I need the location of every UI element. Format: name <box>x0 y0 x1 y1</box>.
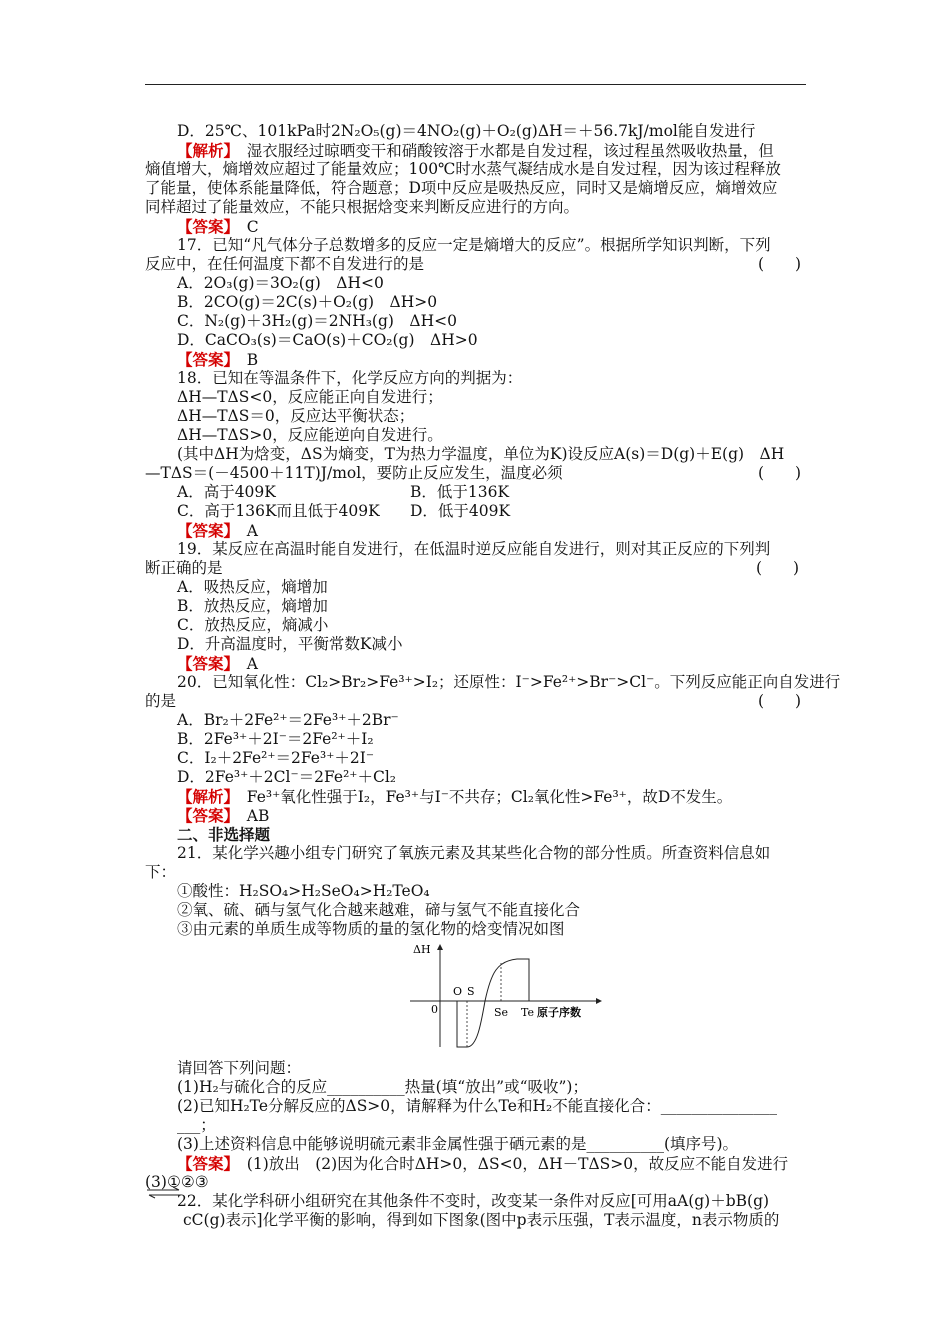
question-22: 22．某化学科研小组研究在其他条件不变时，改变某一条件对反应[可用aA(g)＋bB(g) <box>177 1192 770 1210</box>
question-19: 19．某反应在高温时能自发进行，在低温时逆反应能自发进行，则对其正反应的下列判 <box>177 540 771 558</box>
label-o: O <box>453 985 463 998</box>
options-cd <box>145 502 806 521</box>
subquestion-1: (1)H₂与硫化合的反应__________热量(填“放出”或“吸收”)； <box>177 1078 588 1096</box>
answer-text: B <box>246 351 259 369</box>
option-d: D．低于409K <box>410 502 511 520</box>
info-2: ②氧、硫、硒与氢气化合越来越难，碲与氢气不能直接化合 <box>177 901 581 919</box>
option-b: B．2Fe³⁺＋2I⁻＝2Fe²⁺＋I₂ <box>177 730 374 748</box>
option-b: B．放热反应，熵增加 <box>177 597 328 615</box>
question-20-cont <box>145 692 806 711</box>
enthalpy-curve <box>457 959 529 1047</box>
answer-21-cont: (3)①②③ <box>145 1173 209 1191</box>
answer-17 <box>145 350 806 369</box>
answer-paren: ( ) <box>758 464 802 482</box>
info-3: ③由元素的单质生成等物质的量的氢化物的焓变情况如图 <box>177 920 565 938</box>
analysis-tag: 【解析】 <box>177 787 232 806</box>
question-text: 反应中，在任何温度下都不自发进行的是 <box>145 255 425 273</box>
answer-paren: ( ) <box>758 255 802 273</box>
option-a: A．高于409K <box>177 483 276 501</box>
option-c: C．N₂(g)＋3H₂(g)＝2NH₃(g) ΔH<0 <box>177 312 457 330</box>
answer-text: AB <box>246 807 270 825</box>
answer-text: C <box>246 218 259 236</box>
enthalpy-figure <box>145 939 806 1059</box>
question-18: 18．已知在等温条件下，化学反应方向的判据为： <box>177 369 523 387</box>
question-17-cont <box>145 255 806 274</box>
answer-tag: 【答案】 <box>177 806 232 825</box>
subquestion-2: (2)已知H₂Te分解反应的ΔS>0，请解释为什么Te和H₂不能直接化合：_______________ <box>177 1097 777 1115</box>
option-d-16: D．25℃、101kPa时2N₂O₅(g)＝4NO₂(g)＋O₂(g)ΔH＝＋56.7kJ/mol能自发进行 <box>177 122 756 140</box>
analysis-line: 熵值增大，熵增效应超过了能量效应；100℃时水蒸气凝结成水是自发过程，因为该过程释放 <box>145 160 781 178</box>
analysis-20 <box>145 787 806 806</box>
answer-20 <box>145 806 806 825</box>
header-rule <box>145 84 806 85</box>
analysis-text: 湿衣服经过晾晒变干和硝酸铵溶于水都是自发过程，该过程虽然吸收热量，但 <box>246 142 774 160</box>
subquestion-3: (3)上述资料信息中能够说明硫元素非金属性强于硒元素的是__________(填序号)。 <box>177 1135 739 1153</box>
criterion-2: ΔH—TΔS＝0，反应达平衡状态； <box>177 407 415 425</box>
option-b: B．2CO(g)＝2C(s)＋O₂(g) ΔH>0 <box>177 293 438 311</box>
option-c: C．I₂＋2Fe²⁺＝2Fe³⁺＋2I⁻ <box>177 749 375 767</box>
info-1: ①酸性：H₂SO₄>H₂SeO₄>H₂TeO₄ <box>177 882 430 900</box>
answer-paren: ( ) <box>756 559 800 577</box>
y-axis-label: ΔH <box>413 943 431 956</box>
subquestion-2-cont: ___； <box>177 1116 216 1134</box>
question-21-cont: 下： <box>145 863 177 881</box>
enthalpy-graph <box>405 939 605 1057</box>
answer-16 <box>145 217 806 236</box>
document-body <box>145 122 841 1230</box>
option-d: D．升高温度时，平衡常数K减小 <box>177 635 403 653</box>
question-20: 20．已知氧化性：Cl₂>Br₂>Fe³⁺>I₂；还原性：I⁻>Fe²⁺>Br⁻>Cl⁻。下列反应能正向自发进行 <box>177 673 841 691</box>
analysis-line: 了能量，使体系能量降低，符合题意；D项中反应是吸热反应，同时又是熵增反应，熵增效应 <box>145 179 778 197</box>
options-ab <box>145 483 806 502</box>
criterion-3: ΔH—TΔS>0，反应能逆向自发进行。 <box>177 426 443 444</box>
x-axis-label: 原子序数 <box>537 1006 581 1019</box>
question-18-cont: (其中ΔH为焓变，ΔS为熵变，T为热力学温度，单位为K)设反应A(s)＝D(g)＋E(g) ΔH <box>177 445 785 463</box>
question-22-cont: cC(g)表示]化学平衡的影响，得到如下图象(图中p表示压强，T表示温度，n表示物质的 <box>183 1211 780 1229</box>
analysis-text: Fe³⁺氧化性强于I₂，Fe³⁺与I⁻不共存；Cl₂氧化性>Fe³⁺，故D不发生。 <box>246 788 733 806</box>
question-19-cont <box>145 559 806 578</box>
option-d: D．2Fe³⁺＋2Cl⁻＝2Fe²⁺＋Cl₂ <box>177 768 396 786</box>
option-a: A．2O₃(g)＝3O₂(g) ΔH<0 <box>177 274 384 292</box>
answer-tag: 【答案】 <box>177 1154 232 1173</box>
analysis-line: 同样超过了能量效应，不能只根据焓变来判断反应进行的方向。 <box>145 198 580 216</box>
question-text: —TΔS＝(－4500＋11T)J/mol，要防止反应发生，温度必须 <box>145 464 563 482</box>
answer-paren: ( ) <box>758 692 802 710</box>
option-c: C．高于136K而且低于409K <box>177 502 380 520</box>
answer-21 <box>145 1154 806 1173</box>
option-b: B．低于136K <box>410 483 510 501</box>
question-text: 断正确的是 <box>145 559 223 577</box>
criterion-1: ΔH—TΔS<0，反应能正向自发进行； <box>177 388 443 406</box>
answer-text: A <box>246 655 258 673</box>
option-d: D．CaCO₃(s)＝CaO(s)＋CO₂(g) ΔH>0 <box>177 331 478 349</box>
answer-18 <box>145 521 806 540</box>
analysis-tag: 【解析】 <box>177 141 232 160</box>
equilibrium-arrow-icon <box>145 1186 183 1200</box>
label-se: Se <box>494 1006 509 1019</box>
analysis-16 <box>145 141 806 160</box>
answer-tag: 【答案】 <box>177 217 232 236</box>
answer-text: A <box>246 522 258 540</box>
label-s: S <box>467 985 475 998</box>
question-21: 21．某化学兴趣小组专门研究了氧族元素及其某些化合物的部分性质。所查资料信息如 <box>177 844 771 862</box>
question-17: 17．已知“凡气体分子总数增多的反应一定是熵增大的反应”。根据所学知识判断，下列 <box>177 236 771 254</box>
answer-tag: 【答案】 <box>177 654 232 673</box>
origin-label: 0 <box>431 1003 438 1016</box>
answer-text: (1)放出 (2)因为化合时ΔH>0，ΔS<0，ΔH－TΔS>0，故反应不能自发进行 <box>246 1155 789 1173</box>
question-text: 的是 <box>145 692 177 710</box>
answer-tag: 【答案】 <box>177 521 232 540</box>
question-18-cont <box>145 464 806 483</box>
section-heading: 二、非选择题 <box>177 825 271 844</box>
answer-19 <box>145 654 806 673</box>
answer-tag: 【答案】 <box>177 350 232 369</box>
label-te: Te <box>521 1006 534 1019</box>
questions-heading: 请回答下列问题： <box>177 1059 302 1077</box>
option-c: C．放热反应，熵减小 <box>177 616 329 634</box>
option-a: A．吸热反应，熵增加 <box>177 578 328 596</box>
option-a: A．Br₂＋2Fe²⁺＝2Fe³⁺＋2Br⁻ <box>177 711 399 729</box>
